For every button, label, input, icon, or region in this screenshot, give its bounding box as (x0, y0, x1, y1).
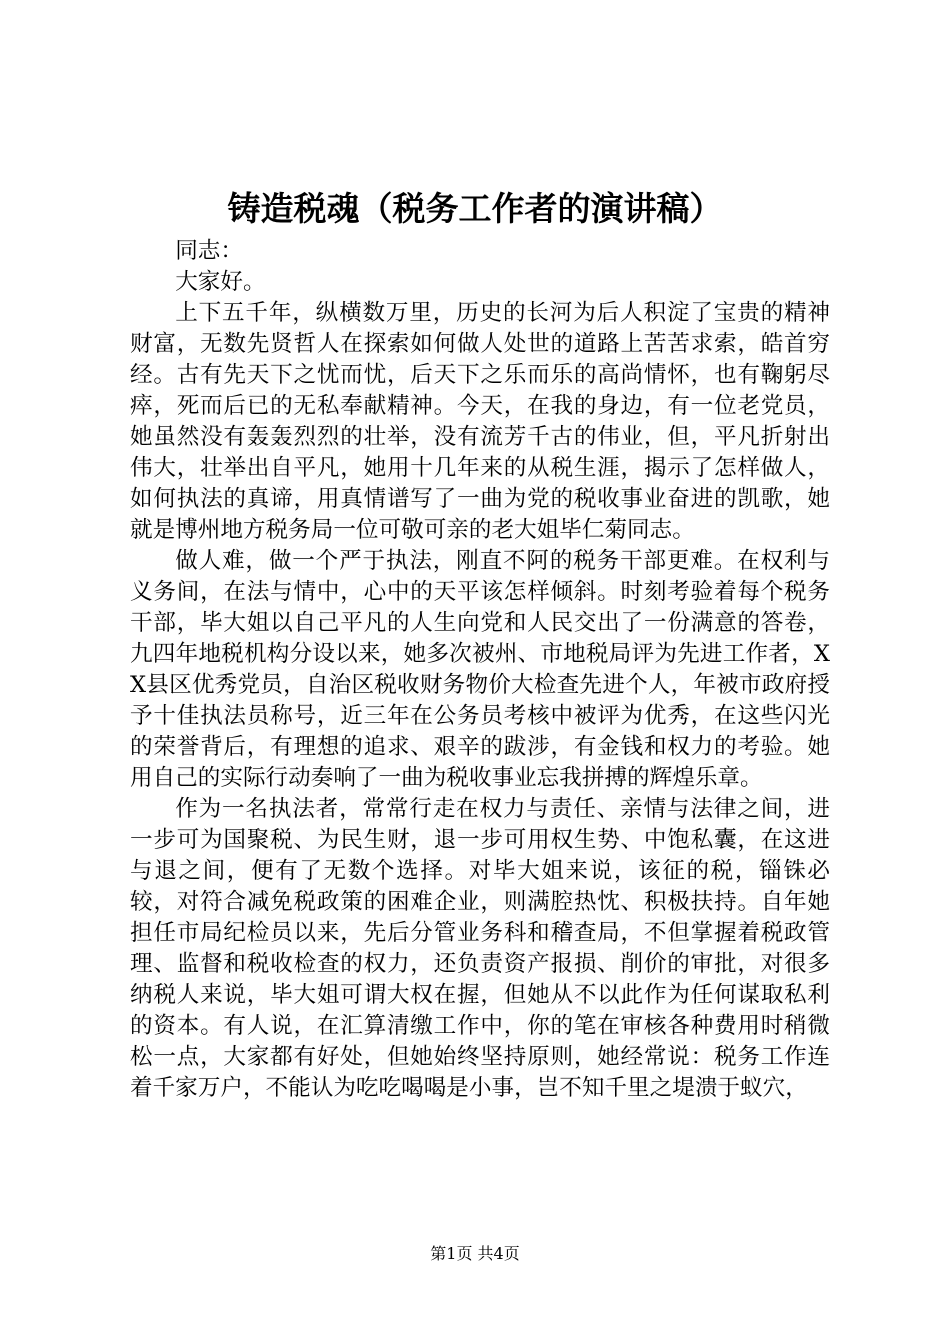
paragraph-3: 作为一名执法者，常常行走在权力与责任、亲情与法律之间，进一步可为国聚税、为民生财，退一步可用权生势、中饱私囊，在这进与退之间，便有了无数个选择。对毕大姐来说，该征的税，锱铢必较，对符合减免税政策的困难企业，则满腔热忱、积极扶持。自年她担任市局纪检员以来，先后分管业务科和稽查局，不但掌握着税政管理、监督和税收检查的权力，还负责资产报损、削价的审批，对很多纳税人来说，毕大姐可谓大权在握，但她从不以此作为任何谋取私利的资本。有人说，在汇算清缴工作中，你的笔在审核各种费用时稍微松一点，大家都有好处，但她始终坚持原则，她经常说：税务工作连着千家万户，不能认为吃吃喝喝是小事，岂不知千里之堤溃于蚁穴， (130, 796, 830, 1101)
greeting: 大家好。 (175, 269, 266, 295)
paragraph-2: 做人难，做一个严于执法，刚直不阿的税务干部更难。在权利与义务间，在法与情中，心中的天平该怎样倾斜。时刻考验着每个税务干部，毕大姐以自己平凡的人生向党和人民交出了一份满意的答卷，九四年地税机构分设以来，她多次被州、市地税局评为先进工作者，XX县区优秀党员，自治区税收财务物价大检查先进个人，年被市政府授予十佳执法员称号，近三年在公务员考核中被评为优秀，在这些闪光的荣誉背后，有理想的追求、艰辛的跋涉，有金钱和权力的考验。她用自己的实际行动奏响了一曲为税收事业忘我拼搏的辉煌乐章。 (130, 548, 830, 791)
document-body (130, 236, 830, 1104)
document-title: 铸造税魂（税务工作者的演讲稿） (227, 189, 723, 228)
paragraph-1: 上下五千年，纵横数万里，历史的长河为后人积淀了宝贵的精神财富，无数先贤哲人在探索如何做人处世的道路上苦苦求索，皓首穷经。古有先天下之忧而忧，后天下之乐而乐的高尚情怀，也有鞠躬尽瘁，死而后已的无私奉献精神。今天，在我的身边，有一位老党员，她虽然没有轰轰烈烈的壮举，没有流芳千古的伟业，但，平凡折射出伟大，壮举出自平凡，她用十几年来的从税生涯，揭示了怎样做人，如何执法的真谛，用真情谱写了一曲为党的税收事业奋进的凯歌，她就是博州地方税务局一位可敬可亲的老大姐毕仁菊同志。 (130, 300, 830, 543)
salutation: 同志： (175, 238, 243, 264)
page-number-footer: 第1页 共4页 (430, 1244, 520, 1263)
